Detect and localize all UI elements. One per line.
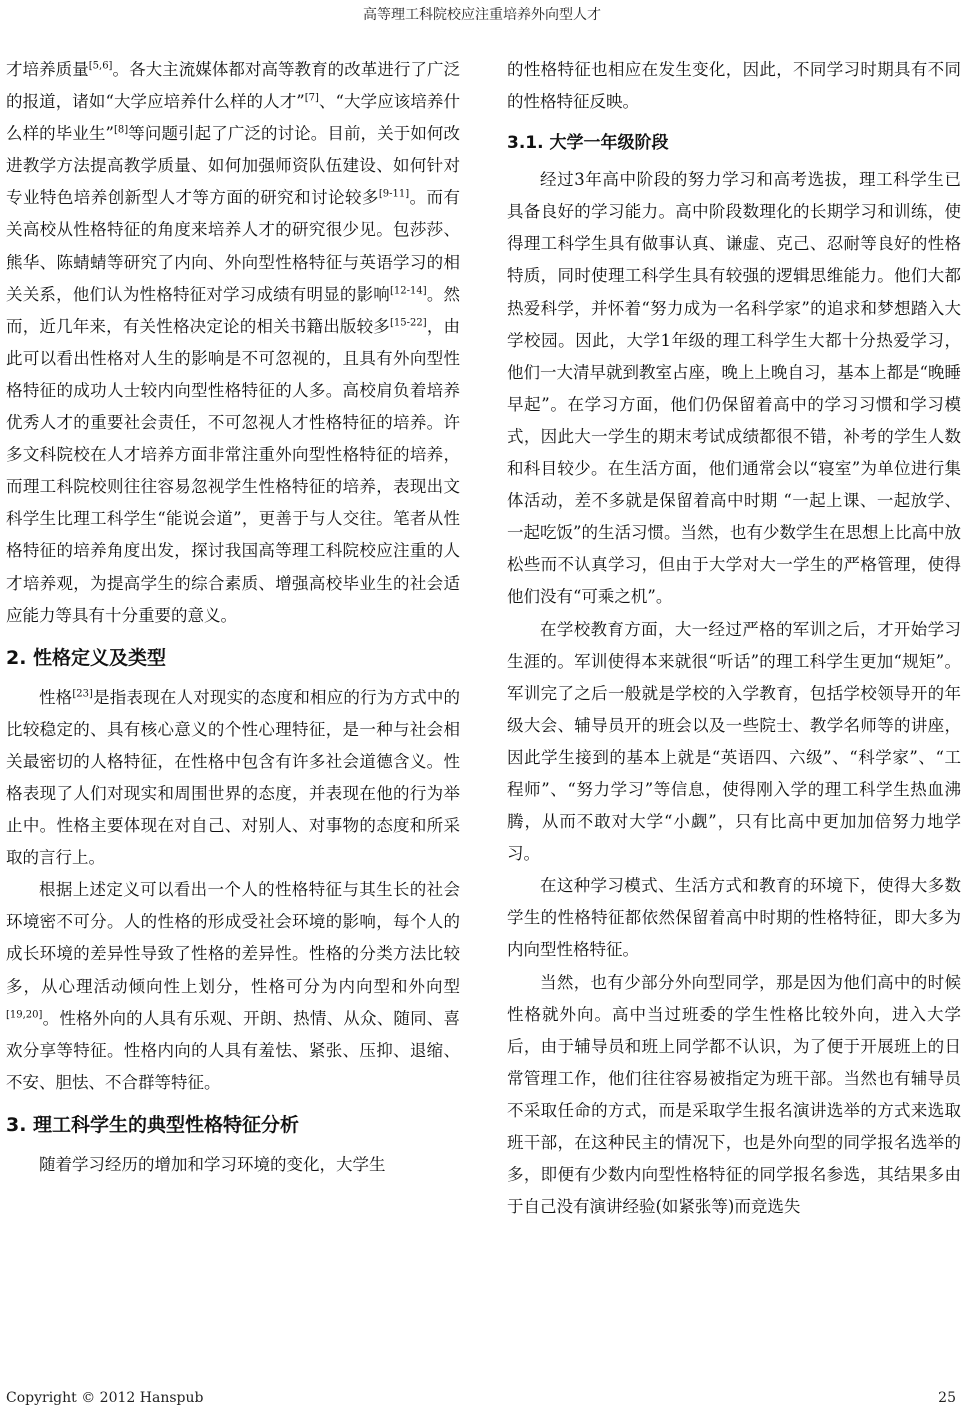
citation-ref: [23]: [72, 688, 93, 700]
right-paragraph-4: 在这种学习模式、生活方式和教育的环境下，使得大多数学生的性格特征都依然保留着高中时期的性格特征，即大多为内向型性格特征。: [507, 876, 961, 960]
right-paragraph-3: 在学校教育方面，大一经过严格的军训之后，才开始学习生涯的。军训使得本来就很“听话”的理工科学生更加“规矩”。军训完了之后一般就是学校的入学教育，包括学校领导开的年级大会、辅导员开的班会以及一些院士、教学名师等的讲座，因此学生接到的基本上就是“英语四、六级”、“科学家”、“工程师”、“努力学习”等信息，使得刚入学的理工科学生热血沸腾，从而不敢对大学“小觑”，只有比高中更加加倍努力地学习。: [507, 619, 961, 864]
citation-ref: [9-11]: [378, 188, 410, 200]
right-column: [507, 54, 961, 1223]
left-paragraph-1: 才培养质量[5,6]。各大主流媒体都对高等教育的改革进行了广泛的报道，诸如“大学应培养什么样的人才”[7]、“大学应该培养什么样的毕业生”[8]等问题引起了广泛的讨论。目前，关于如何改进教学方法提高教学质量、如何加强师资队伍建设、如何针对专业特色培养创新型人才等方面的研究和讨论较多[9-11]。而有关高校从性格特征的角度来培养人才的研究很少见。包莎莎、熊华、陈蜻蜻等研究了内向、外向型性格特征与英语学习的相关关系，他们认为性格特征对学习成绩有明显的影响[12-14]。然而，近几年来，有关性格决定论的相关书籍出版较多[15-22]，由此可以看出性格对人生的影响是不可忽视的，且具有外向型性格特征的成功人士较内向型性格特征的人多。高校肩负着培养优秀人才的重要社会责任，不可忽视人才性格特征的培养。许多文科院校在人才培养方面非常注重外向型性格特征的培养，而理工科院校则往往容易忽视学生性格特征的培养，表现出文科学生比理工科学生“能说会道”，更善于与人交往。笔者从性格特征的培养角度出发，探讨我国高等理工科院校应注重的人才培养观，为提高学生的综合素质、增强高校毕业生的社会适应能力等具有十分重要的意义。: [6, 60, 461, 625]
right-paragraph-1: 的性格特征也相应在发生变化，因此，不同学习时期具有不同的性格特征反映。: [507, 60, 961, 112]
section-2-heading: 2. 性格定义及类型: [6, 646, 167, 669]
citation-ref: [19,20]: [6, 1009, 43, 1021]
citation-ref: [7]: [304, 92, 319, 104]
left-column: [6, 54, 460, 1181]
left-paragraph-2: 性格[23]是指表现在人对现实的态度和相应的行为方式中的比较稳定的、具有核心意义的个性心理特征，是一种与社会相关最密切的人格特征，在性格中包含有许多社会道德含义。性格表现了人们对现实和周围世界的态度，并表现在他的行为举止中。性格主要体现在对自己、对别人、对事物的态度和所采取的言行上。: [6, 687, 461, 868]
copyright-notice: Copyright © 2012 Hanspub: [6, 1390, 204, 1406]
right-paragraph-2: 经过3年高中阶段的努力学习和高考选拔，理工科学生已具备良好的学习能力。高中阶段数理化的长期学习和训练，使得理工科学生具有做事认真、谦虚、克己、忍耐等良好的性格特质，同时使理工科学生具有较强的逻辑思维能力。他们大都热爱科学，并怀着“努力成为一名科学家”的追求和梦想踏入大学校园。因此，大学1年级的理工科学生大都十分热爱学习，他们一大清早就到教室占座，晚上上晚自习，基本上都是“晚睡早起”。在学习方面，他们仍保留着高中的学习习惯和学习模式，因此大一学生的期末考试成绩都很不错，补考的学生人数和科目较少。在生活方面，他们通常会以“寝室”为单位进行集体活动，差不多就是保留着高中时期 “一起上课、一起放学、一起吃饭”的生活习惯。当然，也有少数学生在思想上比高中放松些而不认真学习，但由于大学对大一学生的严格管理，使得他们没有“可乘之机”。: [507, 170, 961, 607]
citation-ref: [12-14]: [389, 285, 427, 297]
left-paragraph-4: 随着学习经历的增加和学习环境的变化，大学生: [39, 1154, 386, 1174]
page-number: 25: [938, 1390, 956, 1406]
citation-ref: [5,6]: [88, 60, 113, 72]
left-paragraph-3: 根据上述定义可以看出一个人的性格特征与其生长的社会环境密不可分。人的性格的形成受社会环境的影响，每个人的成长环境的差异性导致了性格的差异性。性格的分类方法比较多，从心理活动倾向性上划分，性格可分为内向型和外向型[19,20]。性格外向的人具有乐观、开朗、热情、从众、随同、喜欢分享等特征。性格内向的人具有羞怯、紧张、压抑、退缩、不安、胆怯、不合群等特征。: [6, 880, 460, 1092]
citation-ref: [15-22]: [389, 317, 427, 329]
section-3-heading: 3. 理工科学生的典型性格特征分析: [6, 1113, 300, 1136]
citation-ref: [8]: [114, 124, 129, 136]
section-3-1-heading: 3.1. 大学一年级阶段: [507, 133, 669, 154]
running-header: 高等理工科院校应注重培养外向型人才: [363, 7, 601, 23]
right-paragraph-5: 当然，也有少部分外向型同学，那是因为他们高中的时候性格就外向。高中当过班委的学生性格比较外向，进入大学后，由于辅导员和班上同学都不认识，为了便于开展班上的日常管理工作，他们往往容易被指定为班干部。当然也有辅导员不采取任命的方式，而是采取学生报名演讲选举的方式来选取班干部，在这种民主的情况下，也是外向型的同学报名选举的多，即便有少数内向型性格特征的同学报名参选，其结果多由于自己没有演讲经验(如紧张等)而竞选失: [507, 972, 961, 1217]
